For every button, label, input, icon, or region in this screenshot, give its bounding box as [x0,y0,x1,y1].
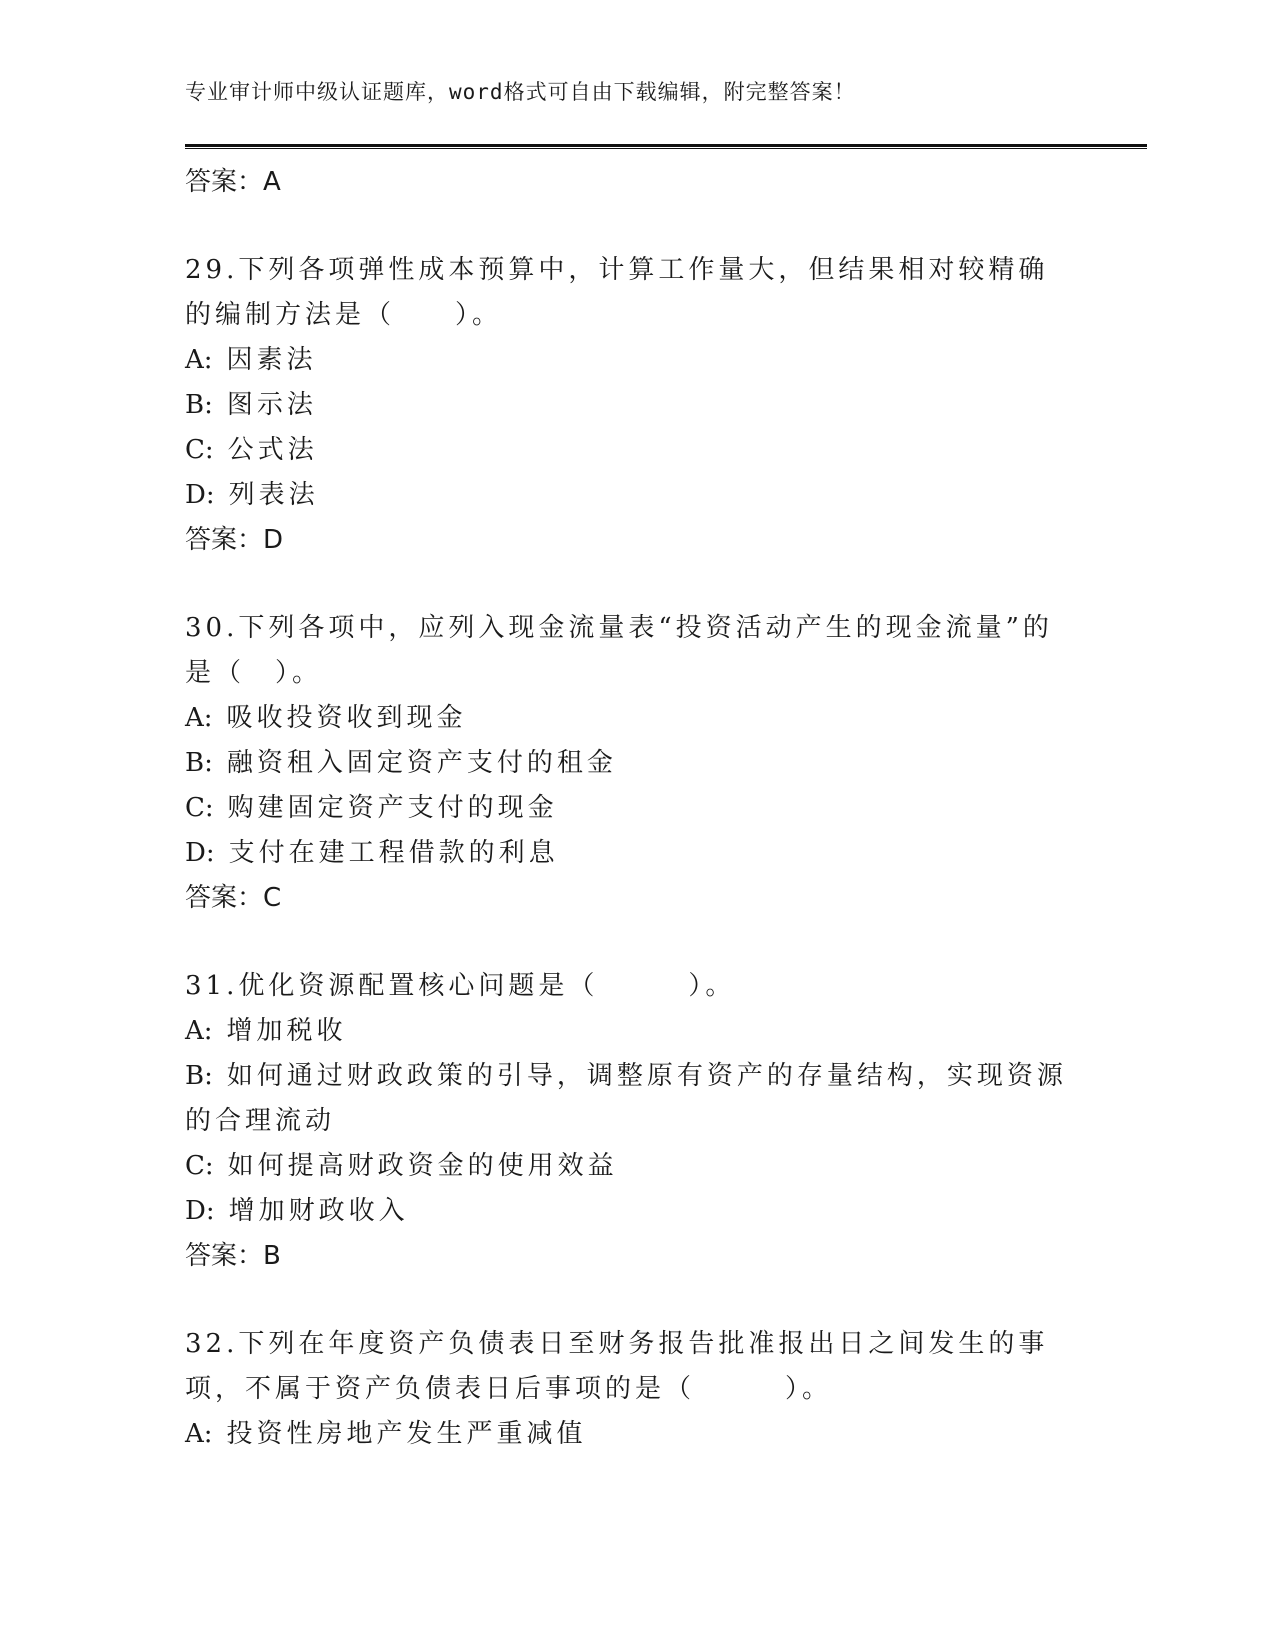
question-content [185,160,1075,1457]
option-key: A: [185,703,213,733]
option-text: 增加税收 [226,1016,347,1046]
option-c [185,428,1075,473]
answer-line: 答案：B [185,1241,281,1271]
option-text: 融资租入固定资产支付的租金 [226,748,617,778]
option-text: 投资性房地产发生严重减值 [226,1419,587,1449]
question-stem: 29.下列各项弹性成本预算中，计算工作量大，但结果相对较精确的编制方法是（ ）。 [185,255,1049,330]
option-d [185,473,1075,518]
option-a [185,1009,1075,1054]
option-key: C: [185,793,214,823]
option-text: 购建固定资产支付的现金 [227,793,558,823]
option-text: 增加财政收入 [228,1196,409,1226]
page-header: 专业审计师中级认证题库，word格式可自由下载编辑，附完整答案！ [185,80,856,104]
option-key: D: [185,838,215,868]
option-text: 如何提高财政资金的使用效益 [227,1151,618,1181]
option-b [185,1054,1075,1144]
answer-line: 答案：A [185,167,281,197]
option-key: D: [185,1196,215,1226]
question-stem: 31.优化资源配置核心问题是（ ）。 [185,971,736,1001]
option-d [185,831,1075,876]
question-stem: 32.下列在年度资产负债表日至财务报告批准报出日之间发生的事项，不属于资产负债表日后事项的是（ ）。 [185,1329,1049,1404]
option-key: A: [185,1419,213,1449]
option-d [185,1189,1075,1234]
question-stem: 30.下列各项中，应列入现金流量表“投资活动产生的现金流量”的是（ ）。 [185,613,1053,688]
option-b [185,741,1075,786]
option-text: 吸收投资收到现金 [226,703,467,733]
option-key: B: [185,390,213,420]
option-key: A: [185,345,213,375]
option-text: 支付在建工程借款的利息 [228,838,559,868]
option-a [185,696,1075,741]
option-key: B: [185,748,213,778]
answer-line: 答案：D [185,525,284,555]
question-block [185,964,1075,1278]
option-a [185,1412,1075,1457]
header-divider [185,144,1147,149]
option-c [185,786,1075,831]
option-key: B: [185,1061,213,1091]
option-text: 因素法 [226,345,317,375]
option-text: 公式法 [227,435,318,465]
option-key: C: [185,435,214,465]
answer-line: 答案：C [185,883,282,913]
option-key: D: [185,480,215,510]
question-block [185,248,1075,562]
option-a [185,338,1075,383]
option-b [185,383,1075,428]
question-block [185,606,1075,920]
option-key: A: [185,1016,213,1046]
option-text: 图示法 [226,390,317,420]
option-text: 列表法 [228,480,319,510]
option-text: 如何通过财政政策的引导，调整原有资产的存量结构，实现资源的合理流动 [185,1061,1067,1136]
option-c [185,1144,1075,1189]
question-block [185,1322,1075,1457]
option-key: C: [185,1151,214,1181]
